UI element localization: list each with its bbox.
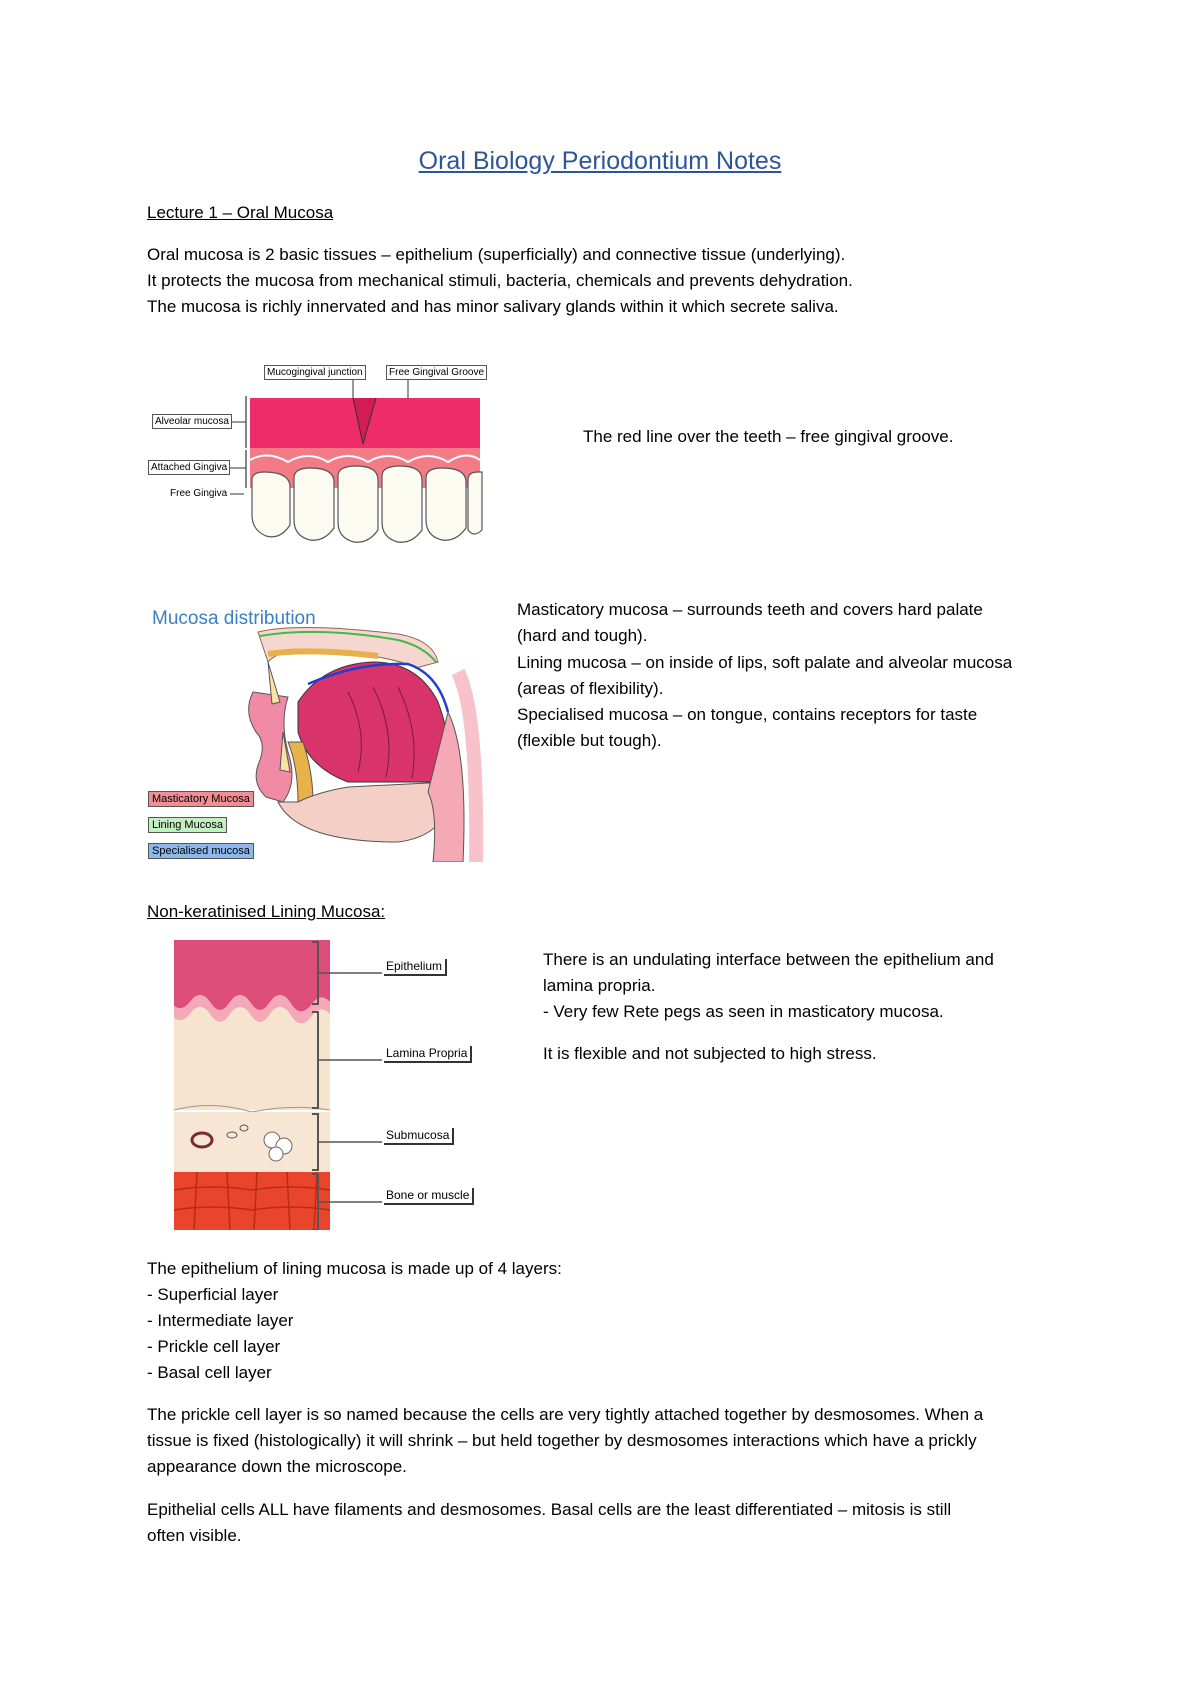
paragraph-line: often visible. (147, 1526, 242, 1545)
mucosa-type-line: Specialised mucosa – on tongue, contains receptors for taste (517, 705, 978, 724)
paragraph-line: The prickle cell layer is so named because the cells are very tightly attached together by desmosomes. When a (147, 1405, 984, 1424)
legend-masticatory: Masticatory Mucosa (148, 791, 254, 807)
submucosa-label: Submucosa (384, 1128, 454, 1145)
tissue-layers-illustration (172, 940, 502, 1230)
lecture-heading: Lecture 1 – Oral Mucosa (147, 203, 334, 222)
mucosa-type-line: (hard and tough). (517, 626, 648, 645)
paragraph-line: tissue is fixed (histologically) it will shrink – but held together by desmosomes interactions which have a prickly (147, 1431, 977, 1450)
lining-mucosa-line: lamina propria. (543, 976, 656, 995)
alveolar-mucosa-label: Alveolar mucosa (152, 414, 232, 429)
epithelium-label: Epithelium (384, 959, 447, 976)
gingiva-illustration (148, 360, 488, 545)
paragraph-line: Epithelial cells ALL have filaments and desmosomes. Basal cells are the least differentiated – mitosis is still (147, 1500, 952, 1519)
intro-line: Oral mucosa is 2 basic tissues – epithelium (superficially) and connective tissue (underlying). (147, 245, 846, 264)
lamina-propria-label: Lamina Propria (384, 1046, 472, 1063)
legend-lining: Lining Mucosa (148, 817, 227, 833)
list-item: - Prickle cell layer (147, 1337, 281, 1356)
mucosa-type-line: Masticatory mucosa – surrounds teeth and covers hard palate (517, 600, 983, 619)
lining-mucosa-line: It is flexible and not subjected to high stress. (543, 1044, 877, 1063)
paragraph-line: appearance down the microscope. (147, 1457, 407, 1476)
gingiva-diagram (148, 360, 488, 545)
section-heading-lining-mucosa: Non-keratinised Lining Mucosa: (147, 902, 386, 921)
lining-mucosa-line: There is an undulating interface between the epithelium and (543, 950, 994, 969)
intro-line: The mucosa is richly innervated and has minor salivary glands within it which secrete saliva. (147, 297, 839, 316)
layers-intro: The epithelium of lining mucosa is made up of 4 layers: (147, 1259, 562, 1278)
mucosa-distribution-diagram (148, 592, 488, 862)
gingiva-caption: The red line over the teeth – free gingival groove. (583, 427, 954, 446)
legend-specialised: Specialised mucosa (148, 843, 254, 859)
mucosa-type-line: Lining mucosa – on inside of lips, soft palate and alveolar mucosa (517, 653, 1013, 672)
list-item: - Basal cell layer (147, 1363, 272, 1382)
list-item: - Intermediate layer (147, 1311, 294, 1330)
list-item: - Superficial layer (147, 1285, 279, 1304)
free-gingiva-label: Free Gingiva (170, 488, 228, 499)
mucosa-type-line: (areas of flexibility). (517, 679, 664, 698)
attached-gingiva-label: Attached Gingiva (148, 460, 230, 475)
lining-mucosa-layers-diagram (172, 940, 502, 1230)
lining-mucosa-line: - Very few Rete pegs as seen in masticatory mucosa. (543, 1002, 944, 1021)
intro-line: It protects the mucosa from mechanical stimuli, bacteria, chemicals and prevents dehydration. (147, 271, 853, 290)
page-title: Oral Biology Periodontium Notes (418, 147, 782, 175)
bone-or-muscle-label: Bone or muscle (384, 1188, 474, 1205)
mucogingival-junction-label: Mucogingival junction (264, 365, 366, 380)
free-gingival-groove-label: Free Gingival Groove (386, 365, 487, 380)
mucosa-distribution-title: Mucosa distribution (152, 608, 316, 629)
mucosa-type-line: (flexible but tough). (517, 731, 662, 750)
